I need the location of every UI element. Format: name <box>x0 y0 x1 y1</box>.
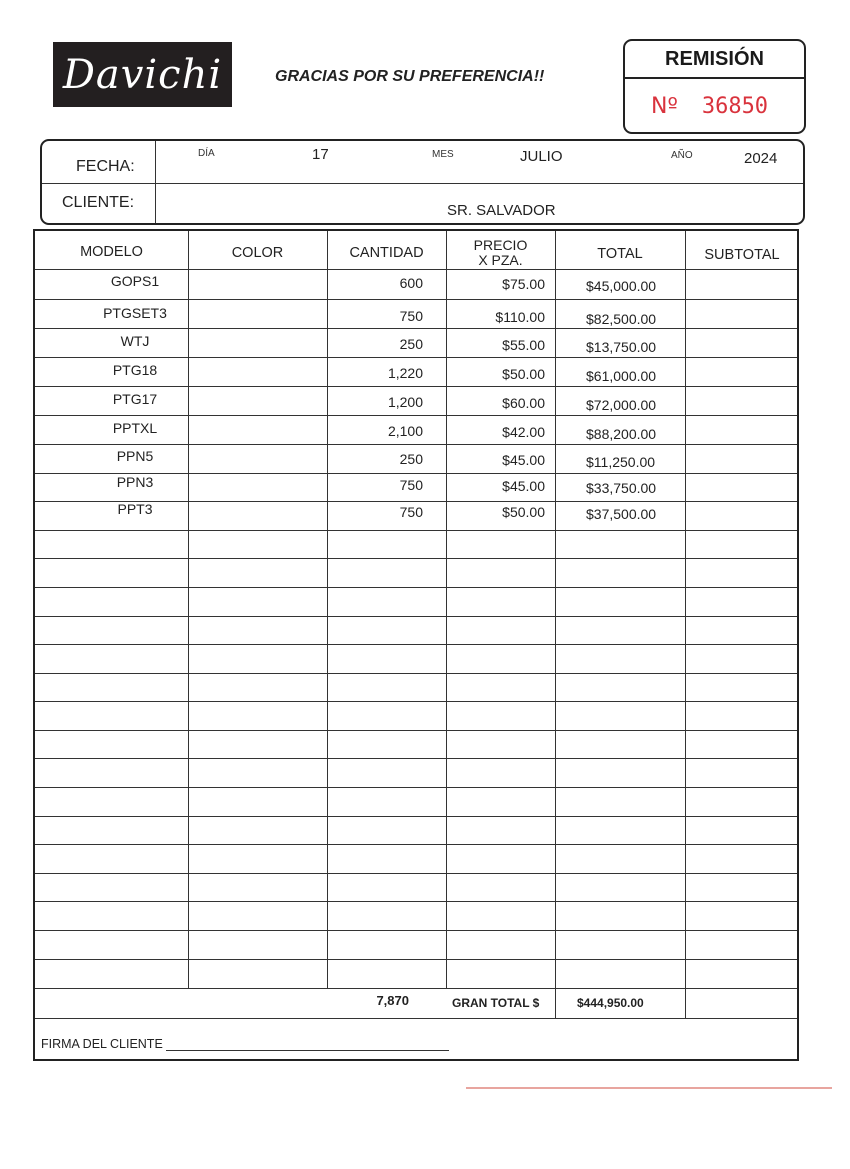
header-modelo: MODELO <box>80 244 143 260</box>
row-divider <box>35 299 797 300</box>
row-divider <box>35 873 797 874</box>
gran-total-value: $444,950.00 <box>577 996 644 1010</box>
cell-modelo: PTG17 <box>112 391 158 407</box>
row-divider <box>35 816 797 817</box>
cell-cantidad: 600 <box>399 275 423 291</box>
items-table <box>33 229 799 1061</box>
cell-total: $11,250.00 <box>586 454 656 470</box>
header-subtotal: SUBTOTAL <box>704 247 780 263</box>
cell-precio: $55.00 <box>502 337 545 353</box>
brand-logo <box>53 42 232 107</box>
cell-precio: $50.00 <box>502 504 545 520</box>
cell-total: $13,750.00 <box>586 339 657 355</box>
row-divider <box>35 587 797 588</box>
cell-precio: $45.00 <box>502 478 545 494</box>
firma-label: FIRMA DEL CLIENTE <box>41 1037 163 1051</box>
row-divider <box>35 673 797 674</box>
dia-label: DÍA <box>198 148 215 159</box>
cell-cantidad: 750 <box>399 308 423 324</box>
cell-total: $82,500.00 <box>586 311 657 327</box>
gran-total-label: GRAN TOTAL $ <box>452 996 540 1010</box>
cell-precio: $75.00 <box>502 276 545 292</box>
folio-prefix: Nº <box>651 94 678 119</box>
cell-modelo: PPN3 <box>116 474 154 490</box>
cantidad-total: 7,870 <box>376 993 409 1008</box>
cell-modelo: GOPS1 <box>110 273 160 289</box>
firma-cliente <box>41 1037 449 1051</box>
cell-modelo: PTGSET3 <box>103 305 167 321</box>
row-divider <box>35 901 797 902</box>
row-divider <box>35 328 797 329</box>
header-precio <box>446 238 555 268</box>
row-divider <box>35 558 797 559</box>
header-cantidad: CANTIDAD <box>349 245 424 261</box>
cliente-value: SR. SALVADOR <box>447 202 556 219</box>
fecha-label: FECHA: <box>76 158 135 175</box>
row-divider <box>35 386 797 387</box>
cliente-label: CLIENTE: <box>62 194 135 211</box>
row-divider <box>35 1018 797 1019</box>
row-divider <box>35 787 797 788</box>
cell-cantidad: 250 <box>399 451 423 467</box>
info-box <box>40 139 805 225</box>
row-divider <box>35 988 797 989</box>
header-precio-line2: X PZA. <box>478 252 523 268</box>
cell-total: $45,000.00 <box>586 278 657 294</box>
cell-cantidad: 250 <box>399 336 423 352</box>
info-divider <box>42 183 803 184</box>
mes-label: MES <box>432 149 454 160</box>
cell-cantidad: 750 <box>399 477 423 493</box>
mes-value: JULIO <box>520 148 563 165</box>
row-divider <box>35 730 797 731</box>
cell-modelo: PPT3 <box>117 501 153 517</box>
cell-cantidad: 1,220 <box>387 365 423 381</box>
info-label-divider <box>155 141 156 223</box>
cell-total: $37,500.00 <box>586 506 657 522</box>
brand-name: Davichi <box>62 51 223 98</box>
anio-label: AÑO <box>671 150 693 161</box>
row-divider <box>35 616 797 617</box>
row-divider <box>35 415 797 416</box>
anio-value: 2024 <box>744 150 778 167</box>
header-color: COLOR <box>231 245 284 261</box>
row-divider <box>35 269 797 270</box>
folio-box <box>623 39 806 134</box>
cell-total: $33,750.00 <box>586 480 657 496</box>
row-divider <box>35 758 797 759</box>
header-precio-line1: PRECIO <box>473 237 528 253</box>
cell-precio: $60.00 <box>502 395 545 411</box>
header-total: TOTAL <box>597 246 643 262</box>
cell-cantidad: 750 <box>399 504 423 520</box>
row-divider <box>35 701 797 702</box>
doc-title: REMISIÓN <box>625 41 804 79</box>
cell-modelo: PTG18 <box>112 362 158 378</box>
col-divider <box>685 231 686 1018</box>
dia-value: 17 <box>312 146 329 163</box>
tagline: GRACIAS POR SU PREFERENCIA!! <box>275 68 545 85</box>
row-divider <box>35 357 797 358</box>
row-divider <box>35 844 797 845</box>
cell-precio: $45.00 <box>502 452 545 468</box>
cell-precio: $42.00 <box>502 424 545 440</box>
page-edge-mark <box>466 1087 832 1089</box>
cell-modelo: WTJ <box>120 333 150 349</box>
cell-modelo: PPTXL <box>112 420 158 436</box>
row-divider <box>35 444 797 445</box>
row-divider <box>35 644 797 645</box>
cell-cantidad: 1,200 <box>387 394 423 410</box>
cell-precio: $110.00 <box>495 309 545 325</box>
cell-total: $88,200.00 <box>586 426 657 442</box>
cell-cantidad: 2,100 <box>387 423 423 439</box>
folio <box>625 79 804 134</box>
row-divider <box>35 959 797 960</box>
cell-modelo: PPN5 <box>116 448 154 464</box>
cell-total: $72,000.00 <box>586 397 657 413</box>
cell-total: $61,000.00 <box>586 368 657 384</box>
row-divider <box>35 930 797 931</box>
folio-number: 36850 <box>701 94 769 119</box>
row-divider <box>35 530 797 531</box>
signature-line[interactable] <box>166 1050 449 1051</box>
cell-precio: $50.00 <box>502 366 545 382</box>
col-divider <box>555 231 556 1018</box>
